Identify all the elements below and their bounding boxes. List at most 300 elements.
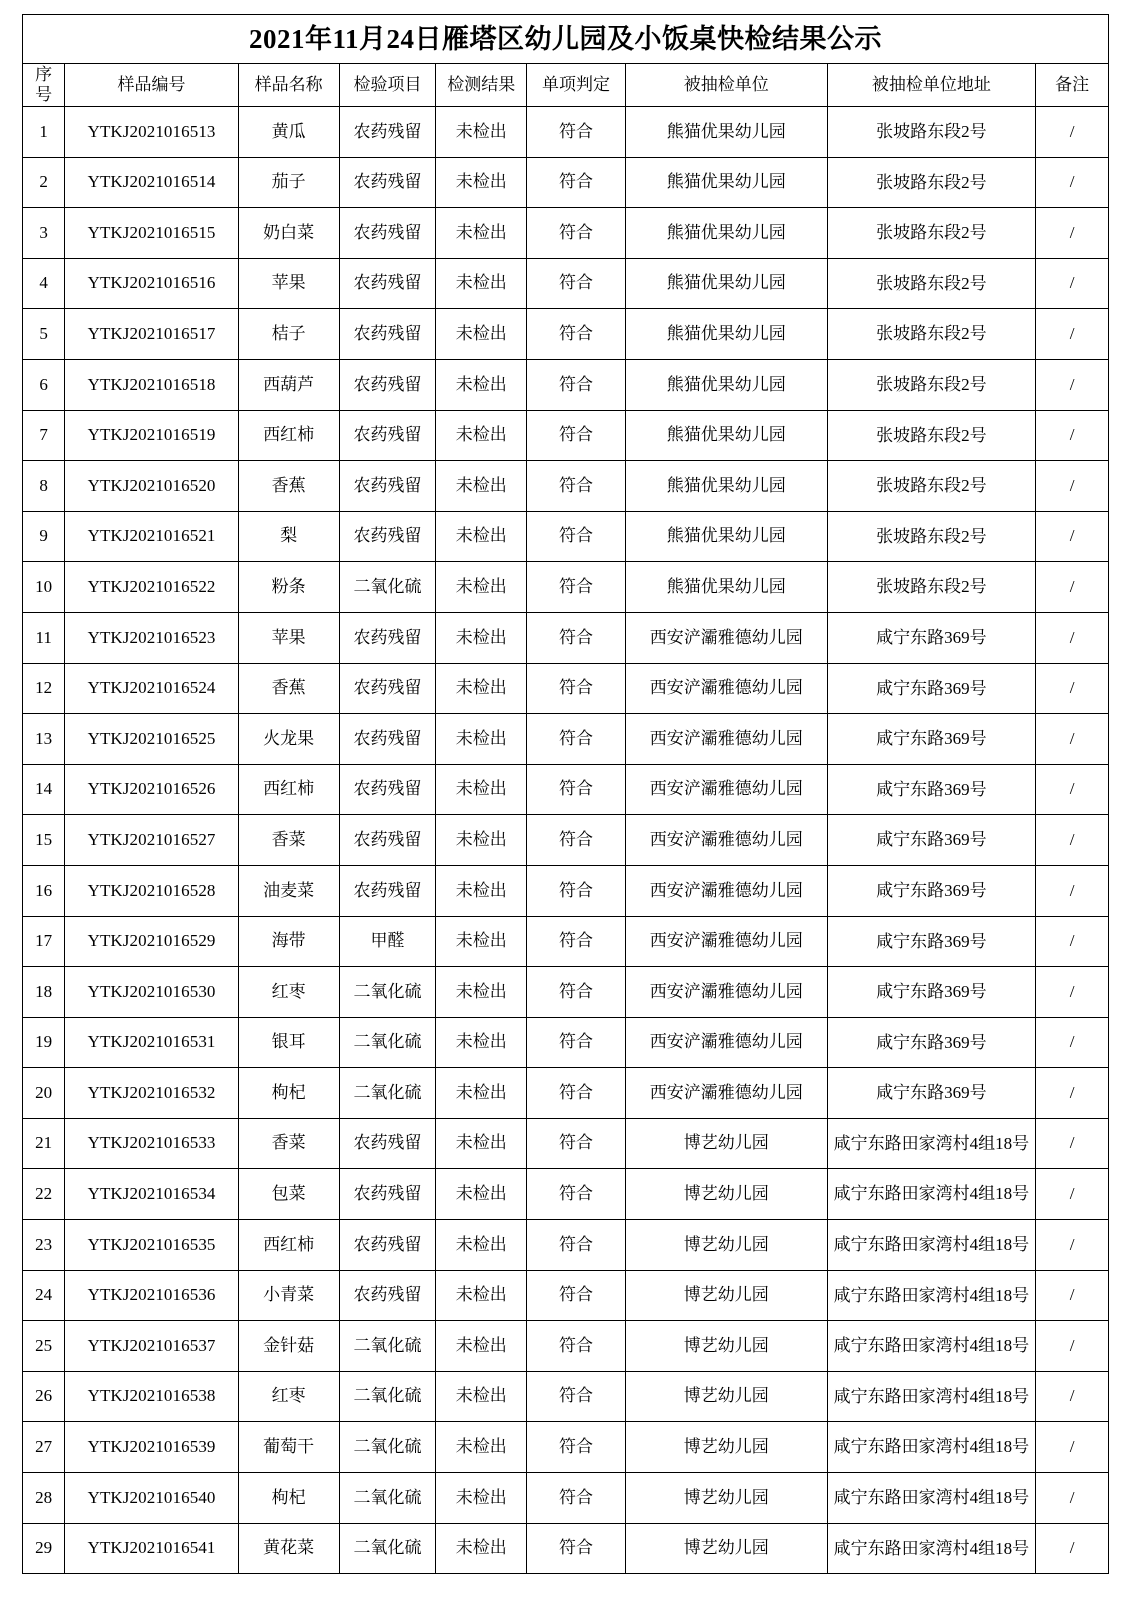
cell-address (827, 1118, 1036, 1169)
cell-sample-code: YTKJ2021016533 (65, 1118, 238, 1169)
table-row (23, 1068, 1109, 1119)
cell-seq: 26 (23, 1371, 65, 1422)
cell-sample-name: 包菜 (238, 1169, 339, 1220)
table-row (23, 612, 1109, 663)
cell-unit: 博艺幼儿园 (625, 1220, 827, 1271)
cell-note: / (1036, 562, 1109, 613)
cell-judgement: 符合 (527, 663, 626, 714)
cell-address-text: 咸宁东路369号 (876, 982, 987, 1002)
cell-test-item: 农药残留 (339, 612, 436, 663)
cell-test-result: 未检出 (436, 309, 527, 360)
cell-unit: 熊猫优果幼儿园 (625, 461, 827, 512)
cell-sample-name: 粉条 (238, 562, 339, 613)
cell-address-text: 咸宁东路369号 (876, 779, 987, 799)
cell-seq: 6 (23, 359, 65, 410)
cell-sample-code: YTKJ2021016537 (65, 1321, 238, 1372)
cell-note: / (1036, 1473, 1109, 1524)
cell-address-text: 张坡路东段2号 (876, 577, 987, 597)
cell-unit: 熊猫优果幼儿园 (625, 511, 827, 562)
cell-address (827, 815, 1036, 866)
cell-sample-name: 西红柿 (238, 764, 339, 815)
cell-address (827, 1017, 1036, 1068)
cell-note: / (1036, 1118, 1109, 1169)
cell-unit: 博艺幼儿园 (625, 1371, 827, 1422)
cell-test-item: 二氧化硫 (339, 1473, 436, 1524)
cell-test-result: 未检出 (436, 612, 527, 663)
cell-test-item: 二氧化硫 (339, 967, 436, 1018)
table-row (23, 309, 1109, 360)
cell-judgement: 符合 (527, 1321, 626, 1372)
cell-seq: 20 (23, 1068, 65, 1119)
cell-address-text: 张坡路东段2号 (876, 425, 987, 445)
table-row (23, 815, 1109, 866)
cell-unit: 熊猫优果幼儿园 (625, 258, 827, 309)
cell-address-text: 咸宁东路田家湾村4组18号 (833, 1488, 1030, 1508)
column-header-test-result: 检测结果 (436, 64, 527, 107)
cell-test-item: 农药残留 (339, 815, 436, 866)
cell-sample-code: YTKJ2021016517 (65, 309, 238, 360)
cell-sample-name: 黄瓜 (238, 107, 339, 158)
cell-test-item: 二氧化硫 (339, 1068, 436, 1119)
cell-judgement: 符合 (527, 916, 626, 967)
cell-note: / (1036, 258, 1109, 309)
cell-address (827, 1169, 1036, 1220)
cell-unit: 熊猫优果幼儿园 (625, 410, 827, 461)
cell-unit: 西安浐灞雅德幼儿园 (625, 865, 827, 916)
cell-sample-name: 火龙果 (238, 714, 339, 765)
cell-unit: 熊猫优果幼儿园 (625, 107, 827, 158)
cell-note: / (1036, 208, 1109, 259)
cell-test-result: 未检出 (436, 714, 527, 765)
cell-judgement: 符合 (527, 309, 626, 360)
column-header-seq-line2: 号 (35, 85, 53, 104)
cell-sample-code: YTKJ2021016531 (65, 1017, 238, 1068)
cell-seq: 13 (23, 714, 65, 765)
cell-sample-name: 红枣 (238, 1371, 339, 1422)
cell-unit: 西安浐灞雅德幼儿园 (625, 1017, 827, 1068)
cell-address-text: 咸宁东路369号 (876, 1083, 987, 1103)
cell-sample-name: 香菜 (238, 1118, 339, 1169)
cell-seq: 27 (23, 1422, 65, 1473)
cell-address (827, 1068, 1036, 1119)
cell-sample-name: 梨 (238, 511, 339, 562)
cell-address-text: 咸宁东路田家湾村4组18号 (833, 1184, 1030, 1204)
cell-unit: 西安浐灞雅德幼儿园 (625, 815, 827, 866)
table-row (23, 1118, 1109, 1169)
table-row (23, 967, 1109, 1018)
cell-address-text: 张坡路东段2号 (876, 273, 987, 293)
cell-address (827, 663, 1036, 714)
cell-sample-code: YTKJ2021016524 (65, 663, 238, 714)
cell-sample-name: 苹果 (238, 258, 339, 309)
cell-test-result: 未检出 (436, 1118, 527, 1169)
cell-address (827, 1523, 1036, 1574)
cell-note: / (1036, 714, 1109, 765)
cell-note: / (1036, 663, 1109, 714)
cell-sample-name: 奶白菜 (238, 208, 339, 259)
cell-sample-name: 西葫芦 (238, 359, 339, 410)
cell-unit: 西安浐灞雅德幼儿园 (625, 612, 827, 663)
table-row (23, 461, 1109, 512)
cell-unit: 博艺幼儿园 (625, 1473, 827, 1524)
cell-test-result: 未检出 (436, 1220, 527, 1271)
cell-note: / (1036, 1270, 1109, 1321)
cell-judgement: 符合 (527, 1169, 626, 1220)
column-header-seq-line1: 序 (35, 65, 53, 85)
cell-sample-code: YTKJ2021016526 (65, 764, 238, 815)
cell-sample-code: YTKJ2021016534 (65, 1169, 238, 1220)
table-row (23, 562, 1109, 613)
cell-note: / (1036, 461, 1109, 512)
cell-test-result: 未检出 (436, 1321, 527, 1372)
cell-sample-code: YTKJ2021016515 (65, 208, 238, 259)
cell-judgement: 符合 (527, 764, 626, 815)
cell-seq: 7 (23, 410, 65, 461)
cell-unit: 博艺幼儿园 (625, 1169, 827, 1220)
column-header-address: 被抽检单位地址 (827, 64, 1036, 107)
cell-address-text: 张坡路东段2号 (876, 172, 987, 192)
inspection-results-table (22, 14, 1109, 1574)
cell-seq: 11 (23, 612, 65, 663)
cell-judgement: 符合 (527, 461, 626, 512)
cell-sample-code: YTKJ2021016520 (65, 461, 238, 512)
cell-test-item: 农药残留 (339, 511, 436, 562)
cell-judgement: 符合 (527, 107, 626, 158)
cell-test-item: 农药残留 (339, 1169, 436, 1220)
cell-judgement: 符合 (527, 258, 626, 309)
cell-test-result: 未检出 (436, 1523, 527, 1574)
cell-note: / (1036, 1220, 1109, 1271)
cell-address (827, 309, 1036, 360)
cell-note: / (1036, 511, 1109, 562)
cell-address-text: 咸宁东路田家湾村4组18号 (833, 1336, 1030, 1356)
column-header-seq (23, 64, 65, 107)
cell-address (827, 461, 1036, 512)
cell-note: / (1036, 107, 1109, 158)
table-row (23, 663, 1109, 714)
column-header-note: 备注 (1036, 64, 1109, 107)
cell-test-item: 二氧化硫 (339, 1523, 436, 1574)
cell-judgement: 符合 (527, 1270, 626, 1321)
cell-sample-name: 西红柿 (238, 410, 339, 461)
cell-sample-code: YTKJ2021016529 (65, 916, 238, 967)
cell-address-text: 张坡路东段2号 (876, 476, 987, 496)
cell-unit: 西安浐灞雅德幼儿园 (625, 967, 827, 1018)
cell-address-text: 张坡路东段2号 (876, 122, 987, 142)
cell-test-result: 未检出 (436, 359, 527, 410)
cell-seq: 15 (23, 815, 65, 866)
cell-test-item: 农药残留 (339, 157, 436, 208)
cell-address (827, 1321, 1036, 1372)
cell-address-text: 咸宁东路田家湾村4组18号 (833, 1133, 1030, 1153)
table-row (23, 107, 1109, 158)
cell-sample-code: YTKJ2021016536 (65, 1270, 238, 1321)
cell-unit: 西安浐灞雅德幼儿园 (625, 663, 827, 714)
cell-address-text: 张坡路东段2号 (876, 374, 987, 394)
table-row (23, 1523, 1109, 1574)
cell-judgement: 符合 (527, 359, 626, 410)
table-row (23, 1321, 1109, 1372)
table-row (23, 1371, 1109, 1422)
cell-sample-code: YTKJ2021016518 (65, 359, 238, 410)
cell-test-item: 农药残留 (339, 410, 436, 461)
column-header-judgement: 单项判定 (527, 64, 626, 107)
cell-sample-code: YTKJ2021016541 (65, 1523, 238, 1574)
cell-test-result: 未检出 (436, 663, 527, 714)
cell-sample-name: 海带 (238, 916, 339, 967)
cell-unit: 熊猫优果幼儿园 (625, 309, 827, 360)
cell-note: / (1036, 1169, 1109, 1220)
cell-sample-code: YTKJ2021016521 (65, 511, 238, 562)
cell-sample-code: YTKJ2021016538 (65, 1371, 238, 1422)
cell-unit: 熊猫优果幼儿园 (625, 562, 827, 613)
cell-sample-code: YTKJ2021016525 (65, 714, 238, 765)
cell-test-result: 未检出 (436, 410, 527, 461)
cell-test-item: 农药残留 (339, 764, 436, 815)
table-row (23, 208, 1109, 259)
cell-note: / (1036, 815, 1109, 866)
table-row (23, 764, 1109, 815)
cell-judgement: 符合 (527, 815, 626, 866)
cell-unit: 博艺幼儿园 (625, 1270, 827, 1321)
cell-judgement: 符合 (527, 714, 626, 765)
cell-test-result: 未检出 (436, 1068, 527, 1119)
cell-unit: 西安浐灞雅德幼儿园 (625, 1068, 827, 1119)
cell-test-item: 二氧化硫 (339, 1321, 436, 1372)
cell-sample-name: 桔子 (238, 309, 339, 360)
cell-seq: 23 (23, 1220, 65, 1271)
cell-address-text: 咸宁东路田家湾村4组18号 (833, 1285, 1030, 1305)
cell-address-text: 咸宁东路369号 (876, 931, 987, 951)
cell-address-text: 咸宁东路田家湾村4组18号 (833, 1235, 1030, 1255)
cell-sample-code: YTKJ2021016527 (65, 815, 238, 866)
cell-test-result: 未检出 (436, 1473, 527, 1524)
cell-test-result: 未检出 (436, 1371, 527, 1422)
title-row (23, 15, 1109, 64)
cell-address (827, 916, 1036, 967)
cell-seq: 19 (23, 1017, 65, 1068)
cell-test-result: 未检出 (436, 562, 527, 613)
cell-test-item: 农药残留 (339, 714, 436, 765)
cell-test-result: 未检出 (436, 815, 527, 866)
cell-note: / (1036, 1422, 1109, 1473)
cell-sample-name: 西红柿 (238, 1220, 339, 1271)
cell-judgement: 符合 (527, 1118, 626, 1169)
cell-test-item: 农药残留 (339, 258, 436, 309)
cell-note: / (1036, 916, 1109, 967)
cell-test-result: 未检出 (436, 511, 527, 562)
cell-test-item: 农药残留 (339, 461, 436, 512)
cell-seq: 22 (23, 1169, 65, 1220)
cell-sample-code: YTKJ2021016530 (65, 967, 238, 1018)
cell-note: / (1036, 1321, 1109, 1372)
cell-sample-name: 油麦菜 (238, 865, 339, 916)
cell-sample-code: YTKJ2021016513 (65, 107, 238, 158)
cell-test-item: 二氧化硫 (339, 1017, 436, 1068)
cell-note: / (1036, 359, 1109, 410)
column-header-sample-name: 样品名称 (238, 64, 339, 107)
cell-sample-code: YTKJ2021016532 (65, 1068, 238, 1119)
cell-test-result: 未检出 (436, 208, 527, 259)
cell-judgement: 符合 (527, 410, 626, 461)
cell-address-text: 张坡路东段2号 (876, 526, 987, 546)
cell-sample-code: YTKJ2021016539 (65, 1422, 238, 1473)
cell-sample-name: 金针菇 (238, 1321, 339, 1372)
cell-test-result: 未检出 (436, 157, 527, 208)
cell-sample-name: 葡萄干 (238, 1422, 339, 1473)
cell-address-text: 咸宁东路369号 (876, 729, 987, 749)
cell-unit: 西安浐灞雅德幼儿园 (625, 916, 827, 967)
cell-judgement: 符合 (527, 562, 626, 613)
cell-sample-code: YTKJ2021016535 (65, 1220, 238, 1271)
cell-test-item: 农药残留 (339, 663, 436, 714)
cell-seq: 29 (23, 1523, 65, 1574)
cell-address (827, 107, 1036, 158)
cell-test-item: 农药残留 (339, 1270, 436, 1321)
cell-sample-code: YTKJ2021016516 (65, 258, 238, 309)
cell-test-item: 二氧化硫 (339, 562, 436, 613)
cell-seq: 5 (23, 309, 65, 360)
cell-address (827, 764, 1036, 815)
cell-seq: 25 (23, 1321, 65, 1372)
column-header-sample-code: 样品编号 (65, 64, 238, 107)
table-body (23, 15, 1109, 1574)
cell-note: / (1036, 612, 1109, 663)
cell-test-result: 未检出 (436, 258, 527, 309)
cell-address (827, 562, 1036, 613)
cell-test-item: 二氧化硫 (339, 1422, 436, 1473)
cell-address (827, 157, 1036, 208)
cell-address (827, 208, 1036, 259)
cell-test-item: 农药残留 (339, 1220, 436, 1271)
cell-sample-code: YTKJ2021016523 (65, 612, 238, 663)
cell-seq: 1 (23, 107, 65, 158)
cell-test-item: 二氧化硫 (339, 1371, 436, 1422)
column-header-test-item: 检验项目 (339, 64, 436, 107)
cell-unit: 博艺幼儿园 (625, 1523, 827, 1574)
cell-seq: 17 (23, 916, 65, 967)
cell-seq: 2 (23, 157, 65, 208)
cell-unit: 博艺幼儿园 (625, 1321, 827, 1372)
cell-judgement: 符合 (527, 1473, 626, 1524)
cell-test-item: 农药残留 (339, 107, 436, 158)
table-row (23, 1169, 1109, 1220)
cell-address (827, 714, 1036, 765)
cell-address-text: 咸宁东路田家湾村4组18号 (833, 1538, 1030, 1558)
cell-unit: 熊猫优果幼儿园 (625, 208, 827, 259)
table-row (23, 865, 1109, 916)
cell-sample-code: YTKJ2021016540 (65, 1473, 238, 1524)
cell-seq: 4 (23, 258, 65, 309)
cell-address (827, 612, 1036, 663)
cell-sample-name: 黄花菜 (238, 1523, 339, 1574)
cell-address (827, 511, 1036, 562)
table-row (23, 1422, 1109, 1473)
cell-test-result: 未检出 (436, 107, 527, 158)
cell-sample-name: 红枣 (238, 967, 339, 1018)
cell-sample-code: YTKJ2021016514 (65, 157, 238, 208)
cell-note: / (1036, 309, 1109, 360)
cell-judgement: 符合 (527, 1371, 626, 1422)
cell-judgement: 符合 (527, 511, 626, 562)
cell-judgement: 符合 (527, 967, 626, 1018)
cell-judgement: 符合 (527, 865, 626, 916)
cell-note: / (1036, 1017, 1109, 1068)
cell-test-result: 未检出 (436, 461, 527, 512)
table-row (23, 359, 1109, 410)
cell-judgement: 符合 (527, 1422, 626, 1473)
cell-address-text: 咸宁东路田家湾村4组18号 (833, 1437, 1030, 1457)
cell-test-result: 未检出 (436, 1169, 527, 1220)
cell-note: / (1036, 1068, 1109, 1119)
cell-test-result: 未检出 (436, 916, 527, 967)
cell-seq: 10 (23, 562, 65, 613)
cell-sample-name: 香蕉 (238, 663, 339, 714)
cell-address (827, 359, 1036, 410)
cell-address (827, 1473, 1036, 1524)
cell-unit: 博艺幼儿园 (625, 1422, 827, 1473)
cell-test-item: 农药残留 (339, 865, 436, 916)
cell-address-text: 张坡路东段2号 (876, 324, 987, 344)
table-row (23, 916, 1109, 967)
cell-note: / (1036, 1523, 1109, 1574)
table-row (23, 1017, 1109, 1068)
cell-test-item: 农药残留 (339, 309, 436, 360)
cell-test-item: 甲醛 (339, 916, 436, 967)
cell-address-text: 咸宁东路369号 (876, 830, 987, 850)
page-title: 2021年11月24日雁塔区幼儿园及小饭桌快检结果公示 (23, 15, 1109, 64)
cell-test-result: 未检出 (436, 1017, 527, 1068)
cell-address (827, 1270, 1036, 1321)
table-row (23, 258, 1109, 309)
cell-seq: 3 (23, 208, 65, 259)
cell-judgement: 符合 (527, 208, 626, 259)
cell-seq: 8 (23, 461, 65, 512)
cell-address-text: 咸宁东路田家湾村4组18号 (833, 1386, 1030, 1406)
table-row (23, 511, 1109, 562)
cell-unit: 博艺幼儿园 (625, 1118, 827, 1169)
cell-sample-name: 银耳 (238, 1017, 339, 1068)
cell-test-result: 未检出 (436, 1270, 527, 1321)
cell-address (827, 258, 1036, 309)
table-header-row (23, 64, 1109, 107)
cell-sample-name: 茄子 (238, 157, 339, 208)
cell-address (827, 865, 1036, 916)
cell-note: / (1036, 410, 1109, 461)
cell-seq: 14 (23, 764, 65, 815)
cell-address-text: 咸宁东路369号 (876, 627, 987, 647)
cell-sample-name: 苹果 (238, 612, 339, 663)
cell-seq: 28 (23, 1473, 65, 1524)
cell-address (827, 1422, 1036, 1473)
cell-address (827, 1371, 1036, 1422)
cell-sample-code: YTKJ2021016522 (65, 562, 238, 613)
cell-note: / (1036, 157, 1109, 208)
table-row (23, 1220, 1109, 1271)
cell-judgement: 符合 (527, 1220, 626, 1271)
cell-note: / (1036, 967, 1109, 1018)
table-row (23, 1473, 1109, 1524)
cell-test-item: 农药残留 (339, 208, 436, 259)
cell-unit: 熊猫优果幼儿园 (625, 157, 827, 208)
cell-judgement: 符合 (527, 1017, 626, 1068)
cell-address (827, 967, 1036, 1018)
cell-test-result: 未检出 (436, 865, 527, 916)
column-header-unit: 被抽检单位 (625, 64, 827, 107)
cell-note: / (1036, 1371, 1109, 1422)
cell-seq: 9 (23, 511, 65, 562)
cell-test-result: 未检出 (436, 764, 527, 815)
